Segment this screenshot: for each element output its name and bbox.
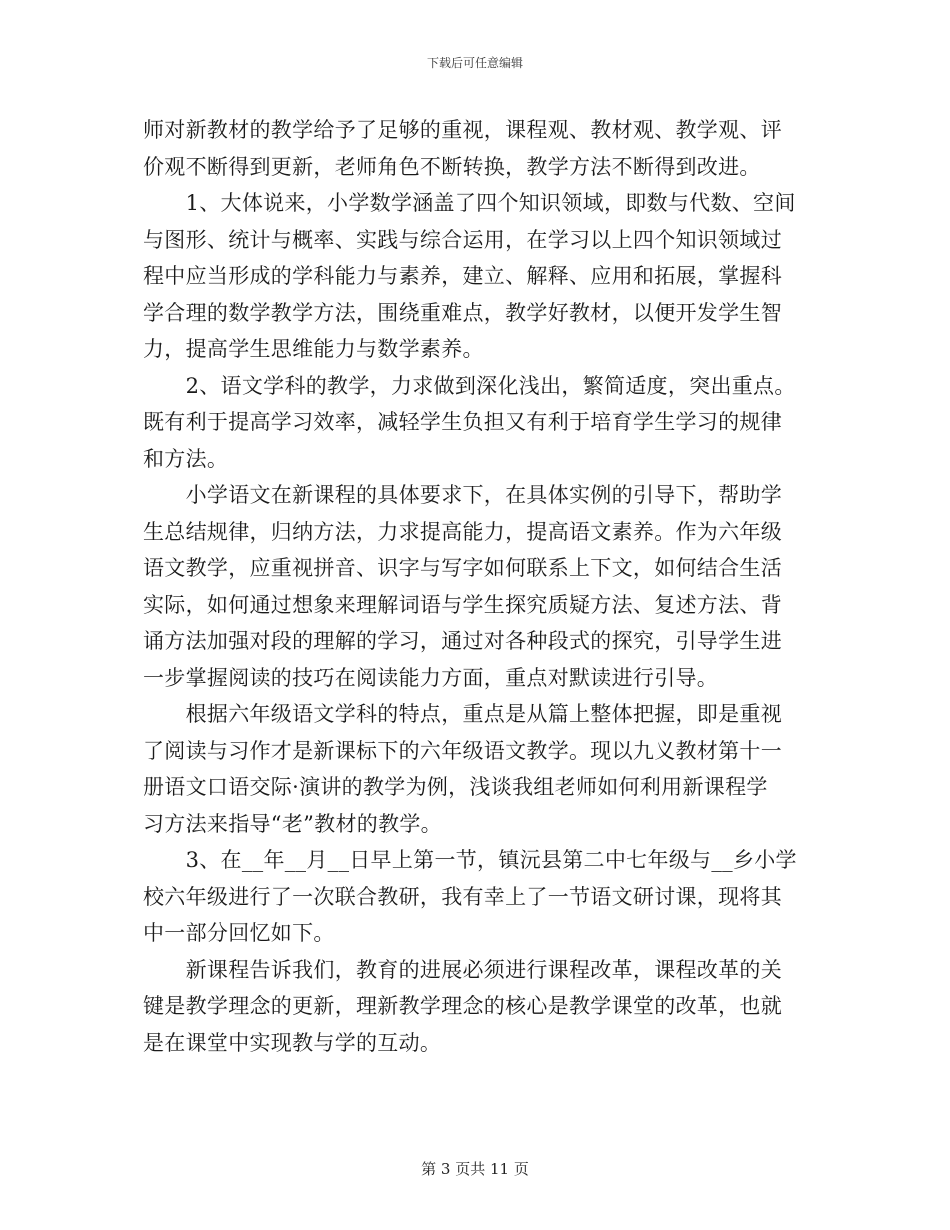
text-line: 小学语文在新课程的具体要求下，在具体实例的引导下，帮助学 — [143, 483, 782, 507]
document-body — [143, 112, 808, 1061]
text-line: 了阅读与习作才是新课标下的六年级语文教学。现以九义教材第十一 — [143, 738, 782, 763]
text-line: 一步掌握阅读的技巧在阅读能力方面，重点对默读进行引导。 — [143, 665, 719, 690]
text-line: 师对新教材的教学给予了足够的重视，课程观、教材观、教学观、评 — [143, 118, 782, 142]
text-line: 新课程告诉我们，教育的进展必须进行课程改革，课程改革的关 — [143, 957, 782, 982]
text-line: 价观不断得到更新，老师角色不断转换，教学方法不断得到改进。 — [143, 154, 761, 179]
page-footer: 第 3 页共 11 页 — [421, 1160, 529, 1178]
page-header: 下载后可任意编辑 — [426, 56, 523, 70]
text-line: 1、大体说来，小学数学涵盖了四个知识领域，即数与代数、空间 — [143, 191, 796, 215]
text-line: 力，提高学生思维能力与数学素养。 — [143, 337, 484, 361]
text-line: 语文教学，应重视拼音、识字与写字如何联系上下文，如何结合生活 — [143, 556, 782, 580]
text-line: 是在课堂中实现教与学的互动。 — [143, 1030, 442, 1055]
text-line: 中一部分回忆如下。 — [143, 921, 335, 945]
text-line: 根据六年级语文学科的特点，重点是从篇上整体把握，即是重视 — [143, 702, 782, 726]
text-line: 生总结规律，归纳方法，力求提高能力，提高语文素养。作为六年级 — [143, 519, 782, 544]
text-line: 3、在__年__月__日早上第一节，镇沅县第二中七年级与__乡小学 — [143, 848, 797, 872]
text-line: 和方法。 — [143, 446, 229, 471]
text-line: 册语文口语交际·演讲的教学为例，浅谈我组老师如何利用新课程学 — [143, 775, 768, 799]
text-line: 程中应当形成的学科能力与素养，建立、解释、应用和拓展，掌握科 — [143, 264, 782, 288]
text-line: 与图形、统计与概率、实践与综合运用，在学习以上四个知识领域过 — [143, 227, 782, 252]
text-line: 实际，如何通过想象来理解词语与学生探究质疑方法、复述方法、背 — [143, 592, 782, 617]
text-line: 既有利于提高学习效率，减轻学生负担又有利于培育学生学习的规律 — [143, 410, 782, 434]
text-line: 键是教学理念的更新，理新教学理念的核心是教学课堂的改革，也就 — [143, 994, 782, 1018]
text-line: 习方法来指导“老”教材的教学。 — [143, 811, 442, 836]
text-line: 校六年级进行了一次联合教研，我有幸上了一节语文研讨课，现将其 — [143, 884, 782, 909]
text-line: 诵方法加强对段的理解的学习，通过对各种段式的探究，引导学生进 — [143, 629, 782, 653]
text-line: 2、语文学科的教学，力求做到深化浅出，繁简适度，突出重点。 — [143, 373, 796, 398]
text-line: 学合理的数学教学方法，围绕重难点，教学好教材，以便开发学生智 — [143, 300, 782, 325]
